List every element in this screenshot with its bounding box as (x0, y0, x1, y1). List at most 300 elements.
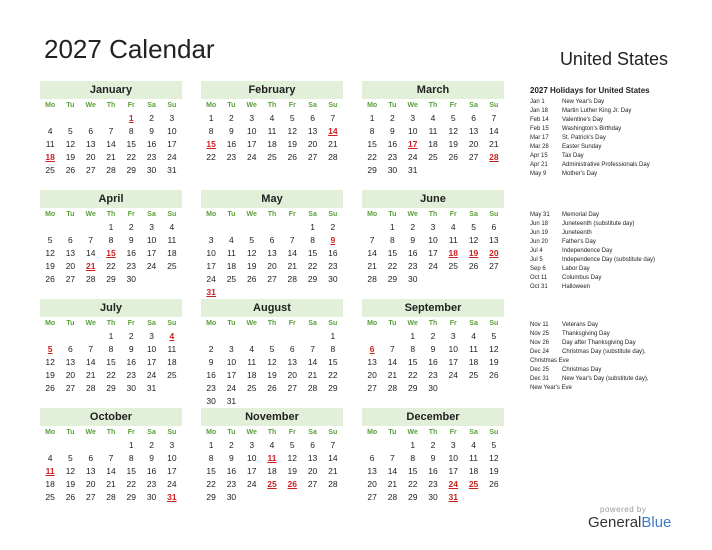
holiday-day-cell[interactable]: 25 (468, 479, 479, 489)
holiday-day-cell[interactable]: 31 (167, 492, 177, 502)
day-cell[interactable]: 4 (269, 113, 275, 123)
day-cell[interactable]: 18 (45, 479, 55, 489)
day-cell[interactable]: 16 (206, 370, 216, 380)
day-cell[interactable]: 27 (489, 261, 499, 271)
day-cell[interactable]: 25 (45, 165, 55, 175)
day-cell[interactable]: 1 (410, 440, 416, 450)
day-cell[interactable]: 28 (307, 383, 318, 393)
day-cell[interactable]: 6 (289, 344, 295, 354)
day-cell[interactable]: 19 (489, 357, 499, 367)
day-cell[interactable]: 9 (410, 235, 416, 245)
day-cell[interactable]: 14 (387, 357, 398, 367)
day-cell[interactable]: 22 (206, 479, 216, 489)
day-cell[interactable]: 27 (65, 274, 76, 284)
day-cell[interactable]: 26 (45, 383, 55, 393)
day-cell[interactable]: 7 (108, 453, 114, 463)
day-cell[interactable]: 22 (126, 479, 137, 489)
day-cell[interactable]: 29 (126, 165, 137, 175)
day-cell[interactable]: 24 (146, 370, 157, 380)
holiday-day-cell[interactable]: 19 (468, 248, 479, 258)
day-cell[interactable]: 16 (428, 466, 438, 476)
holiday-day-cell[interactable]: 11 (45, 466, 55, 476)
day-cell[interactable]: 29 (407, 383, 418, 393)
day-cell[interactable]: 28 (287, 274, 298, 284)
day-cell[interactable]: 24 (246, 479, 257, 489)
day-cell[interactable]: 5 (491, 440, 497, 450)
day-cell[interactable]: 12 (65, 466, 76, 476)
day-cell[interactable]: 13 (367, 357, 377, 367)
day-cell[interactable]: 24 (226, 383, 237, 393)
day-cell[interactable]: 29 (367, 165, 377, 175)
day-cell[interactable]: 5 (47, 235, 53, 245)
day-cell[interactable]: 21 (106, 152, 116, 162)
day-cell[interactable]: 17 (246, 139, 257, 149)
day-cell[interactable]: 9 (229, 126, 234, 136)
day-cell[interactable]: 1 (310, 222, 315, 232)
day-cell[interactable]: 4 (169, 222, 175, 232)
day-cell[interactable]: 21 (328, 466, 338, 476)
day-cell[interactable]: 5 (471, 222, 476, 232)
day-cell[interactable]: 22 (367, 152, 377, 162)
day-cell[interactable]: 3 (169, 440, 175, 450)
day-cell[interactable]: 9 (229, 453, 234, 463)
day-cell[interactable]: 20 (65, 370, 76, 380)
day-cell[interactable]: 8 (410, 344, 416, 354)
day-cell[interactable]: 16 (407, 248, 418, 258)
day-cell[interactable]: 15 (307, 248, 318, 258)
day-cell[interactable]: 26 (489, 370, 499, 380)
day-cell[interactable]: 15 (106, 357, 116, 367)
day-cell[interactable]: 17 (448, 357, 459, 367)
day-cell[interactable]: 13 (307, 453, 318, 463)
day-cell[interactable]: 19 (246, 261, 257, 271)
day-cell[interactable]: 17 (167, 466, 177, 476)
day-cell[interactable]: 7 (289, 235, 295, 245)
day-cell[interactable]: 4 (450, 222, 456, 232)
day-cell[interactable]: 5 (249, 235, 255, 245)
day-cell[interactable]: 23 (146, 479, 157, 489)
day-cell[interactable]: 2 (149, 113, 154, 123)
holiday-day-cell[interactable]: 15 (106, 248, 116, 258)
day-cell[interactable]: 19 (287, 466, 298, 476)
day-cell[interactable]: 10 (226, 357, 237, 367)
day-cell[interactable]: 29 (307, 274, 318, 284)
day-cell[interactable]: 1 (208, 440, 214, 450)
day-cell[interactable]: 19 (45, 261, 55, 271)
day-cell[interactable]: 31 (226, 396, 237, 406)
day-cell[interactable]: 3 (208, 235, 214, 245)
day-cell[interactable]: 6 (88, 453, 94, 463)
holiday-day-cell[interactable]: 9 (330, 235, 336, 245)
day-cell[interactable]: 26 (65, 492, 76, 502)
day-cell[interactable]: 11 (247, 357, 257, 367)
day-cell[interactable]: 27 (85, 165, 96, 175)
day-cell[interactable]: 2 (229, 440, 234, 450)
day-cell[interactable]: 28 (387, 383, 398, 393)
day-cell[interactable]: 8 (128, 453, 134, 463)
day-cell[interactable]: 4 (47, 453, 53, 463)
day-cell[interactable]: 24 (167, 152, 177, 162)
day-cell[interactable]: 13 (65, 357, 76, 367)
day-cell[interactable]: 2 (128, 331, 134, 341)
day-cell[interactable]: 26 (287, 152, 298, 162)
day-cell[interactable]: 10 (448, 344, 459, 354)
day-cell[interactable]: 7 (108, 126, 114, 136)
generalblue-logo[interactable] (588, 514, 671, 531)
day-cell[interactable]: 16 (387, 139, 398, 149)
day-cell[interactable]: 13 (287, 357, 298, 367)
day-cell[interactable]: 7 (390, 453, 395, 463)
day-cell[interactable]: 12 (45, 248, 55, 258)
holiday-day-cell[interactable]: 18 (45, 152, 55, 162)
day-cell[interactable]: 17 (246, 466, 257, 476)
day-cell[interactable]: 27 (307, 479, 318, 489)
day-cell[interactable]: 3 (410, 113, 416, 123)
day-cell[interactable]: 18 (267, 466, 277, 476)
day-cell[interactable]: 24 (246, 152, 257, 162)
day-cell[interactable]: 10 (246, 453, 257, 463)
day-cell[interactable]: 1 (128, 440, 134, 450)
day-cell[interactable]: 6 (491, 222, 497, 232)
day-cell[interactable]: 29 (407, 492, 418, 502)
day-cell[interactable]: 20 (85, 152, 96, 162)
day-cell[interactable]: 4 (471, 440, 476, 450)
day-cell[interactable]: 15 (407, 357, 418, 367)
day-cell[interactable]: 9 (390, 126, 395, 136)
day-cell[interactable]: 27 (287, 383, 298, 393)
day-cell[interactable]: 5 (68, 126, 73, 136)
day-cell[interactable]: 27 (468, 152, 479, 162)
day-cell[interactable]: 20 (367, 479, 377, 489)
day-cell[interactable]: 3 (430, 222, 436, 232)
day-cell[interactable]: 1 (208, 113, 214, 123)
day-cell[interactable]: 23 (126, 261, 137, 271)
day-cell[interactable]: 20 (287, 370, 298, 380)
day-cell[interactable]: 31 (167, 165, 177, 175)
day-cell[interactable]: 5 (68, 453, 73, 463)
day-cell[interactable]: 29 (106, 274, 116, 284)
day-cell[interactable]: 24 (428, 261, 438, 271)
day-cell[interactable]: 23 (428, 479, 438, 489)
day-cell[interactable]: 13 (468, 126, 479, 136)
day-cell[interactable]: 15 (367, 139, 377, 149)
day-cell[interactable]: 11 (167, 235, 177, 245)
day-cell[interactable]: 23 (226, 479, 237, 489)
day-cell[interactable]: 31 (146, 383, 157, 393)
day-cell[interactable]: 18 (167, 357, 177, 367)
day-cell[interactable]: 26 (489, 479, 499, 489)
day-cell[interactable]: 19 (287, 139, 298, 149)
day-cell[interactable]: 26 (246, 274, 257, 284)
day-cell[interactable]: 25 (167, 261, 177, 271)
day-cell[interactable]: 18 (468, 466, 479, 476)
day-cell[interactable]: 10 (146, 235, 157, 245)
day-cell[interactable]: 12 (65, 139, 76, 149)
day-cell[interactable]: 26 (468, 261, 479, 271)
day-cell[interactable]: 28 (85, 274, 96, 284)
day-cell[interactable]: 14 (106, 466, 116, 476)
day-cell[interactable]: 28 (85, 383, 96, 393)
day-cell[interactable]: 15 (126, 139, 137, 149)
day-cell[interactable]: 8 (108, 344, 114, 354)
day-cell[interactable]: 23 (226, 152, 237, 162)
day-cell[interactable]: 3 (249, 113, 255, 123)
day-cell[interactable]: 16 (428, 357, 438, 367)
holiday-day-cell[interactable]: 26 (287, 479, 298, 489)
day-cell[interactable]: 13 (307, 126, 318, 136)
holiday-day-cell[interactable]: 28 (489, 152, 499, 162)
day-cell[interactable]: 19 (65, 152, 76, 162)
day-cell[interactable]: 12 (246, 248, 257, 258)
day-cell[interactable]: 2 (430, 331, 436, 341)
holiday-day-cell[interactable]: 21 (85, 261, 96, 271)
day-cell[interactable]: 9 (149, 126, 154, 136)
day-cell[interactable]: 16 (226, 466, 237, 476)
day-cell[interactable]: 5 (289, 113, 295, 123)
day-cell[interactable]: 29 (328, 383, 338, 393)
day-cell[interactable]: 20 (367, 370, 377, 380)
holiday-day-cell[interactable]: 18 (448, 248, 459, 258)
day-cell[interactable]: 23 (387, 152, 398, 162)
day-cell[interactable]: 21 (489, 139, 499, 149)
day-cell[interactable]: 11 (469, 344, 478, 354)
day-cell[interactable]: 8 (330, 344, 336, 354)
holiday-day-cell[interactable]: 5 (47, 344, 53, 354)
holiday-day-cell[interactable]: 25 (267, 479, 277, 489)
day-cell[interactable]: 15 (206, 466, 216, 476)
day-cell[interactable]: 7 (390, 344, 395, 354)
day-cell[interactable]: 13 (489, 235, 499, 245)
day-cell[interactable]: 4 (249, 344, 255, 354)
day-cell[interactable]: 21 (387, 479, 398, 489)
day-cell[interactable]: 2 (208, 344, 214, 354)
day-cell[interactable]: 24 (448, 370, 459, 380)
day-cell[interactable]: 12 (287, 453, 298, 463)
day-cell[interactable]: 14 (287, 248, 298, 258)
holiday-day-cell[interactable]: 11 (267, 453, 277, 463)
day-cell[interactable]: 7 (369, 235, 375, 245)
day-cell[interactable]: 10 (146, 344, 157, 354)
day-cell[interactable]: 23 (146, 152, 157, 162)
day-cell[interactable]: 8 (128, 126, 134, 136)
day-cell[interactable]: 19 (489, 466, 499, 476)
day-cell[interactable]: 8 (390, 235, 395, 245)
day-cell[interactable]: 6 (471, 113, 476, 123)
holiday-day-cell[interactable]: 20 (489, 248, 499, 258)
day-cell[interactable]: 27 (307, 152, 318, 162)
day-cell[interactable]: 1 (390, 222, 395, 232)
day-cell[interactable]: 11 (45, 139, 55, 149)
day-cell[interactable]: 11 (428, 126, 438, 136)
day-cell[interactable]: 10 (246, 126, 257, 136)
holiday-day-cell[interactable]: 31 (448, 492, 459, 502)
day-cell[interactable]: 22 (407, 479, 418, 489)
day-cell[interactable]: 9 (208, 357, 214, 367)
day-cell[interactable]: 21 (367, 261, 377, 271)
day-cell[interactable]: 22 (106, 370, 116, 380)
day-cell[interactable]: 4 (229, 235, 234, 245)
day-cell[interactable]: 11 (267, 126, 277, 136)
day-cell[interactable]: 9 (128, 235, 134, 245)
day-cell[interactable]: 30 (428, 492, 438, 502)
day-cell[interactable]: 14 (106, 139, 116, 149)
day-cell[interactable]: 21 (387, 370, 398, 380)
day-cell[interactable]: 18 (468, 357, 479, 367)
day-cell[interactable]: 22 (206, 152, 216, 162)
day-cell[interactable]: 6 (68, 344, 73, 354)
day-cell[interactable]: 11 (167, 344, 177, 354)
day-cell[interactable]: 21 (85, 370, 96, 380)
day-cell[interactable]: 26 (65, 165, 76, 175)
holiday-day-cell[interactable]: 17 (407, 139, 418, 149)
day-cell[interactable]: 17 (146, 357, 157, 367)
day-cell[interactable]: 14 (489, 126, 499, 136)
day-cell[interactable]: 31 (407, 165, 418, 175)
day-cell[interactable]: 24 (206, 274, 216, 284)
holiday-day-cell[interactable]: 31 (206, 287, 216, 297)
day-cell[interactable]: 10 (167, 453, 177, 463)
day-cell[interactable]: 20 (65, 261, 76, 271)
day-cell[interactable]: 8 (108, 235, 114, 245)
day-cell[interactable]: 30 (206, 396, 216, 406)
day-cell[interactable]: 2 (229, 113, 234, 123)
day-cell[interactable]: 12 (489, 453, 499, 463)
day-cell[interactable]: 27 (85, 492, 96, 502)
day-cell[interactable]: 30 (428, 383, 438, 393)
day-cell[interactable]: 12 (287, 126, 298, 136)
day-cell[interactable]: 15 (387, 248, 398, 258)
holiday-day-cell[interactable]: 1 (128, 113, 134, 123)
day-cell[interactable]: 25 (45, 492, 55, 502)
day-cell[interactable]: 12 (448, 126, 459, 136)
day-cell[interactable]: 4 (47, 126, 53, 136)
day-cell[interactable]: 19 (267, 370, 277, 380)
day-cell[interactable]: 10 (167, 126, 177, 136)
day-cell[interactable]: 27 (367, 492, 377, 502)
day-cell[interactable]: 2 (128, 222, 134, 232)
day-cell[interactable]: 10 (428, 235, 438, 245)
day-cell[interactable]: 13 (367, 466, 377, 476)
day-cell[interactable]: 9 (430, 453, 436, 463)
day-cell[interactable]: 6 (88, 126, 94, 136)
day-cell[interactable]: 30 (407, 274, 418, 284)
day-cell[interactable]: 26 (267, 383, 277, 393)
day-cell[interactable]: 17 (206, 261, 216, 271)
day-cell[interactable]: 30 (126, 383, 137, 393)
day-cell[interactable]: 28 (328, 152, 338, 162)
holiday-day-cell[interactable]: 14 (328, 126, 338, 136)
day-cell[interactable]: 2 (430, 440, 436, 450)
day-cell[interactable]: 22 (387, 261, 398, 271)
day-cell[interactable]: 24 (146, 261, 157, 271)
day-cell[interactable]: 2 (390, 113, 395, 123)
day-cell[interactable]: 16 (146, 466, 157, 476)
day-cell[interactable]: 20 (468, 139, 479, 149)
day-cell[interactable]: 7 (88, 344, 94, 354)
day-cell[interactable]: 23 (126, 370, 137, 380)
day-cell[interactable]: 14 (387, 466, 398, 476)
day-cell[interactable]: 3 (149, 331, 154, 341)
holiday-day-cell[interactable]: 15 (206, 139, 216, 149)
day-cell[interactable]: 22 (407, 370, 418, 380)
day-cell[interactable]: 18 (226, 261, 237, 271)
day-cell[interactable]: 16 (146, 139, 157, 149)
day-cell[interactable]: 7 (491, 113, 497, 123)
day-cell[interactable]: 19 (65, 479, 76, 489)
day-cell[interactable]: 23 (206, 383, 216, 393)
day-cell[interactable]: 14 (307, 357, 318, 367)
day-cell[interactable]: 21 (106, 479, 116, 489)
day-cell[interactable]: 30 (226, 492, 237, 502)
day-cell[interactable]: 4 (471, 331, 476, 341)
day-cell[interactable]: 27 (367, 383, 377, 393)
day-cell[interactable]: 22 (126, 152, 137, 162)
day-cell[interactable]: 24 (167, 479, 177, 489)
day-cell[interactable]: 28 (387, 492, 398, 502)
day-cell[interactable]: 25 (428, 152, 438, 162)
day-cell[interactable]: 1 (410, 331, 416, 341)
day-cell[interactable]: 14 (367, 248, 377, 258)
day-cell[interactable]: 3 (229, 344, 234, 354)
day-cell[interactable]: 22 (106, 261, 116, 271)
day-cell[interactable]: 25 (226, 274, 237, 284)
day-cell[interactable]: 6 (310, 113, 315, 123)
day-cell[interactable]: 5 (289, 440, 295, 450)
day-cell[interactable]: 3 (149, 222, 154, 232)
day-cell[interactable]: 6 (269, 235, 275, 245)
day-cell[interactable]: 12 (489, 344, 499, 354)
day-cell[interactable]: 13 (267, 248, 277, 258)
day-cell[interactable]: 12 (267, 357, 277, 367)
day-cell[interactable]: 30 (146, 492, 157, 502)
day-cell[interactable]: 9 (430, 344, 436, 354)
day-cell[interactable]: 7 (330, 440, 336, 450)
day-cell[interactable]: 8 (369, 126, 375, 136)
day-cell[interactable]: 21 (287, 261, 298, 271)
day-cell[interactable]: 1 (369, 113, 375, 123)
day-cell[interactable]: 15 (126, 466, 137, 476)
day-cell[interactable]: 1 (330, 331, 336, 341)
day-cell[interactable]: 2 (330, 222, 336, 232)
day-cell[interactable]: 15 (328, 357, 338, 367)
day-cell[interactable]: 29 (106, 383, 116, 393)
day-cell[interactable]: 7 (310, 344, 315, 354)
day-cell[interactable]: 21 (328, 139, 338, 149)
day-cell[interactable]: 10 (448, 453, 459, 463)
day-cell[interactable]: 28 (106, 165, 116, 175)
day-cell[interactable]: 16 (328, 248, 338, 258)
day-cell[interactable]: 8 (410, 453, 416, 463)
day-cell[interactable]: 3 (249, 440, 255, 450)
day-cell[interactable]: 5 (269, 344, 275, 354)
day-cell[interactable]: 30 (146, 165, 157, 175)
day-cell[interactable]: 6 (310, 440, 315, 450)
day-cell[interactable]: 20 (267, 261, 277, 271)
day-cell[interactable]: 8 (208, 126, 214, 136)
day-cell[interactable]: 10 (206, 248, 216, 258)
day-cell[interactable]: 14 (85, 248, 96, 258)
day-cell[interactable]: 20 (85, 479, 96, 489)
day-cell[interactable]: 7 (88, 235, 94, 245)
day-cell[interactable]: 22 (328, 370, 338, 380)
day-cell[interactable]: 28 (106, 492, 116, 502)
day-cell[interactable]: 16 (226, 139, 237, 149)
day-cell[interactable]: 18 (167, 248, 177, 258)
day-cell[interactable]: 12 (468, 235, 479, 245)
holiday-day-cell[interactable]: 4 (169, 331, 175, 341)
day-cell[interactable]: 2 (149, 440, 154, 450)
day-cell[interactable]: 8 (310, 235, 315, 245)
